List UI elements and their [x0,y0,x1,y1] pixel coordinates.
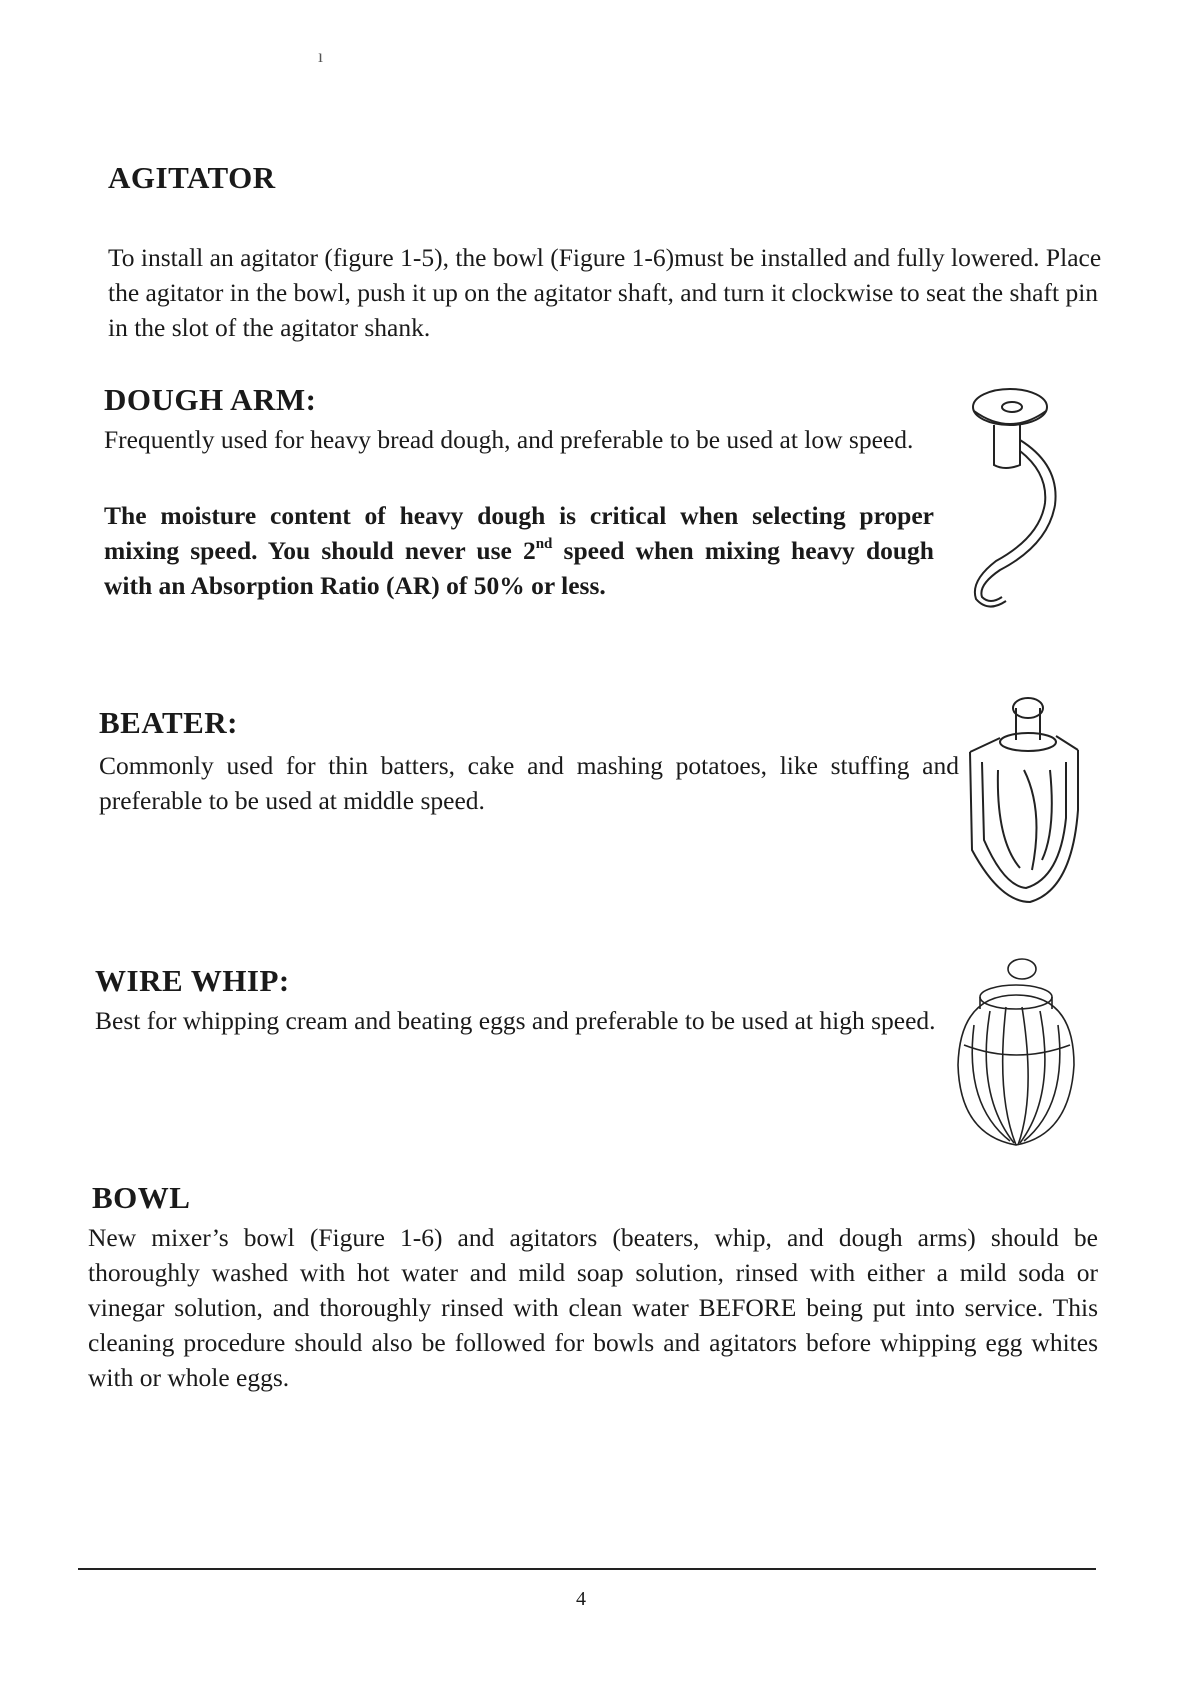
beater-heading: BEATER: [99,705,239,740]
dough-arm-warning-part1: The moisture content of heavy dough is critical when selecting proper mixing speed. You should never use 2 [104,501,934,565]
wire-whip-text: Best for whipping cream and beating eggs and preferable to be used at high speed. [95,1006,936,1035]
wire-whip-illustration [950,955,1080,1155]
dough-arm-warning [104,498,934,603]
bowl-text: New mixer’s bowl (Figure 1-6) and agitators (beaters, whip, and dough arms) should be thoroughly washed with hot water and mild soap solution, rinsed with either a mild soda or vinegar solution, and thoroughly rinsed with clean water BEFORE being put into service. This cleaning procedure should also be followed for bowls and agitators before whipping egg whites with or whole eggs. [88,1223,1098,1392]
footer-rule [78,1568,1096,1570]
ordinal-suffix: nd [535,536,553,552]
dough-hook-illustration [960,385,1070,615]
page-number: 4 [576,1588,586,1610]
agitator-text: To install an agitator (figure 1-5), the bowl (Figure 1-6)must be installed and fully lowered. Place the agitator in the bowl, push it up on the agitator shaft, and turn it clockwise to seat the shaft pin in the slot of the agitator shank. [108,243,1102,342]
agitator-heading: AGITATOR [108,160,276,195]
dough-arm-text: Frequently used for heavy bread dough, and preferable to be used at low speed. [104,425,914,454]
wire-whip-heading: WIRE WHIP: [95,963,290,998]
beater-text: Commonly used for thin batters, cake and mashing potatoes, like stuffing and preferable to be used at middle speed. [99,751,959,815]
bowl-heading: BOWL [92,1180,191,1215]
dough-arm-warning-part2: speed when mixing heavy dough with an Absorption Ratio (AR) of 50% or less. [104,536,934,600]
scan-speck: ı [318,46,324,66]
flat-beater-illustration [960,690,1090,910]
dough-arm-heading: DOUGH ARM: [104,382,317,417]
